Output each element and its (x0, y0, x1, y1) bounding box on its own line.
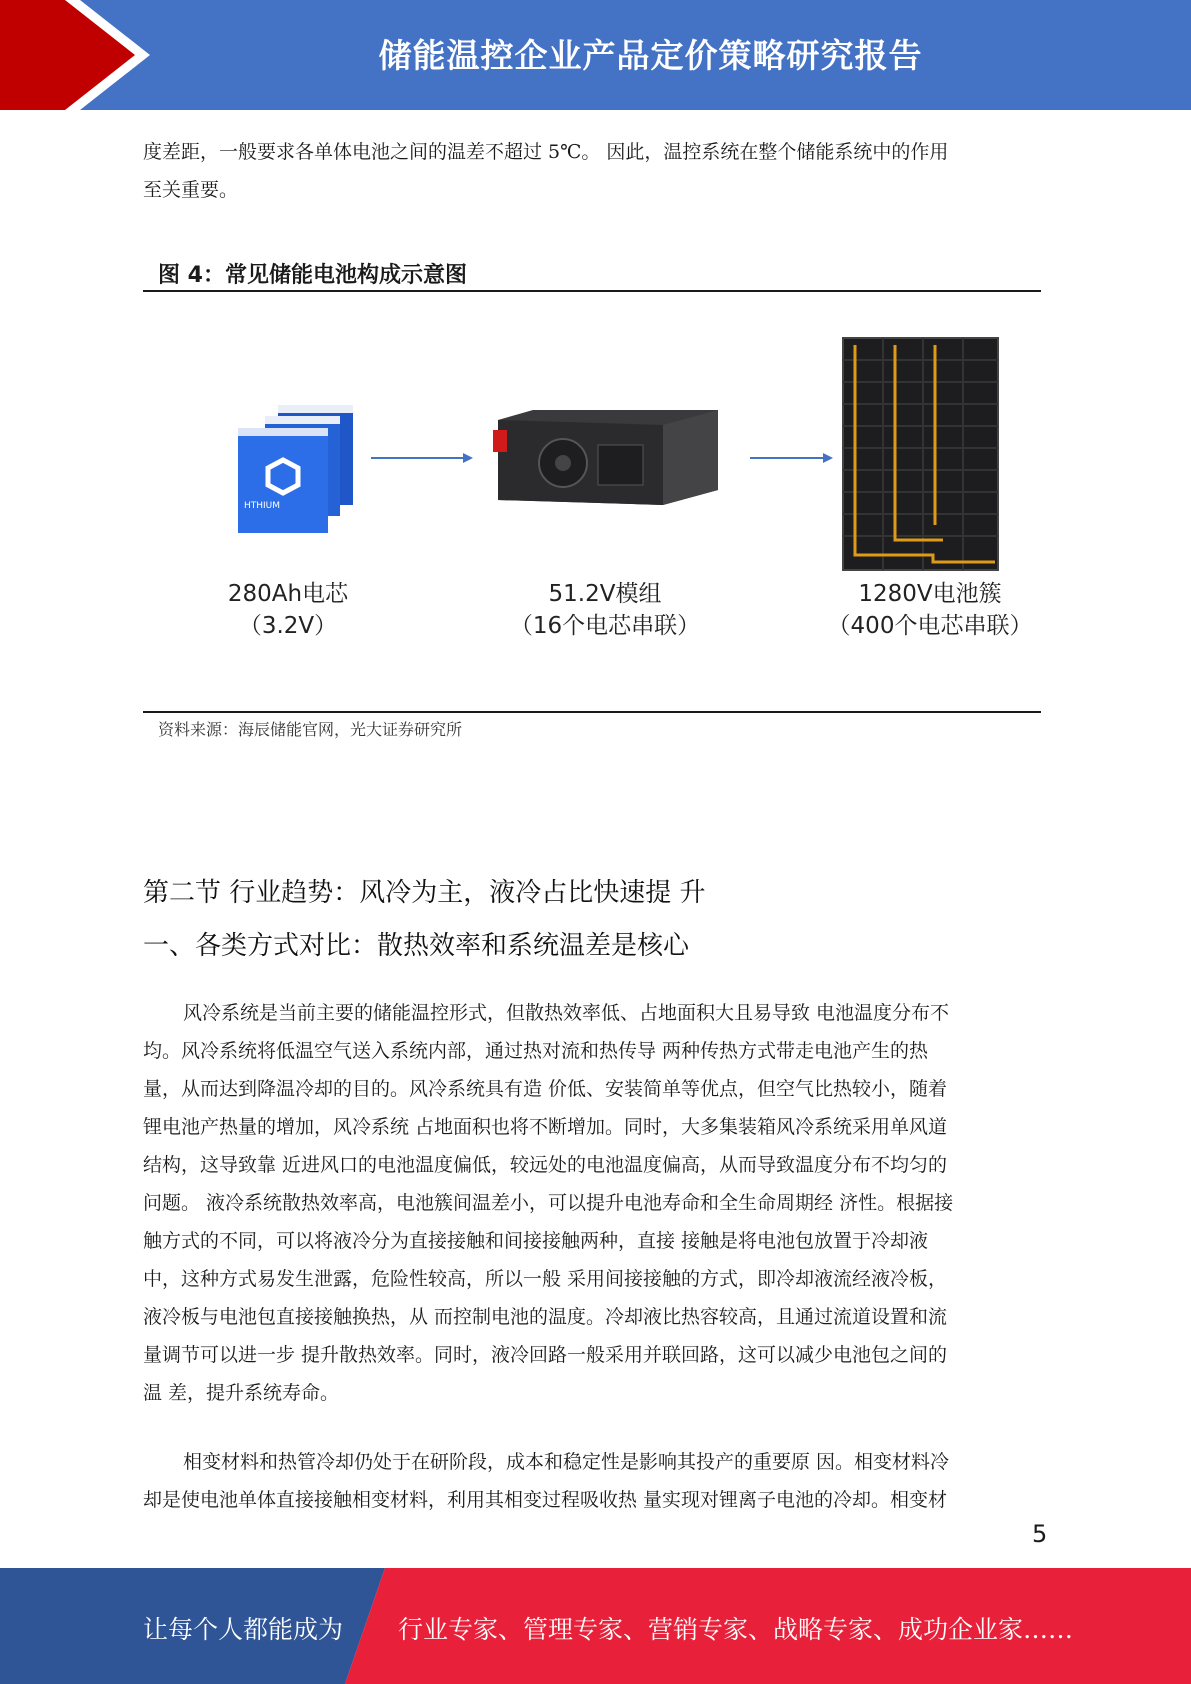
figure-top-rule (143, 290, 1041, 292)
paragraph-air-vs-liquid (143, 994, 1043, 1412)
section-heading: 第二节 行业趋势：风冷为主，液冷占比快速提 升 (143, 878, 706, 908)
caption-sub: （3.2V） (238, 613, 338, 639)
intro-line: 至关重要。 (143, 179, 239, 201)
caption-name: 51.2V模组 (548, 581, 662, 607)
paragraph-line: 量，从而达到降温冷却的目的。风冷系统具有造 价低、安装简单等优点，但空气比热较小，随着 (143, 1078, 948, 1100)
page-header (0, 0, 1191, 110)
caption-module (485, 578, 725, 642)
paragraph-line: 结构，这导致靠 近进风口的电池温度偏低，较远处的电池温度偏高，从而导致温度分布不均匀的 (143, 1154, 948, 1176)
paragraph-line: 相变材料和热管冷却仍处于在研阶段，成本和稳定性是影响其投产的重要原 因。相变材料冷 (183, 1451, 950, 1473)
caption-sub: （16个电芯串联） (509, 613, 701, 639)
paragraph-phase-change (143, 1443, 1043, 1519)
arrow-right-icon (750, 453, 833, 463)
paragraph-line: 触方式的不同，可以将液冷分为直接接触和间接接触两种，直接 接触是将电池包放置于冷却液 (143, 1230, 929, 1252)
paragraph-line: 量调节可以进一步 提升散热效率。同时，液冷回路一般采用并联回路，这可以减少电池包之间的 (143, 1344, 948, 1366)
footer-slogan-right: 行业专家、管理专家、营销专家、战略专家、成功企业家…… (398, 1615, 1074, 1644)
caption-cell (188, 578, 388, 642)
page-number: 5 (1032, 1520, 1048, 1548)
caption-sub: （400个电芯串联） (827, 613, 1033, 639)
figure-source: 资料来源：海辰储能官网，光大证券研究所 (158, 720, 463, 739)
cell-brand-label: HTHIUM (244, 501, 281, 511)
paragraph-line: 问题。 液冷系统散热效率高，电池簇间温差小，可以提升电池寿命和全生命周期经 济性。根据接 (143, 1192, 954, 1214)
battery-cell-stack-icon (238, 405, 353, 533)
intro-line: 度差距，一般要求各单体电池之间的温差不超过 5℃。 因此，温控系统在整个储能系统中的作用 (143, 141, 949, 163)
figure-bottom-rule (143, 711, 1041, 713)
paragraph-line: 均。风冷系统将低温空气送入系统内部，通过热对流和热传导 两种传热方式带走电池产生的热 (143, 1040, 929, 1062)
paragraph-line: 风冷系统是当前主要的储能温控形式，但散热效率低、占地面积大且易导致 电池温度分布不 (183, 1002, 950, 1024)
figure-title: 图 4：常见储能电池构成示意图 (158, 263, 467, 288)
arrow-right-icon (371, 453, 473, 463)
caption-cluster (810, 578, 1050, 642)
report-title: 储能温控企业产品定价策略研究报告 (378, 36, 923, 75)
intro-paragraph (143, 133, 1043, 209)
footer-slogan-left: 让每个人都能成为 (143, 1615, 344, 1644)
paragraph-line: 温 差，提升系统寿命。 (143, 1382, 340, 1404)
paragraph-line: 中，这种方式易发生泄露，危险性较高，所以一般 采用间接接触的方式，即冷却液流经液冷板， (143, 1268, 948, 1290)
paragraph-line: 却是使电池单体直接接触相变材料，利用其相变过程吸收热 量实现对锂离子电池的冷却。相变材 (143, 1489, 948, 1511)
caption-name: 280Ah电芯 (227, 581, 349, 607)
paragraph-line: 液冷板与电池包直接接触换热，从 而控制电池的温度。冷却液比热容较高，且通过流道设置和流 (143, 1306, 948, 1328)
paragraph-line: 锂电池产热量的增加，风冷系统 占地面积也将不断增加。同时，大多集装箱风冷系统采用单风道 (143, 1116, 948, 1138)
subsection-heading: 一、各类方式对比：散热效率和系统温差是核心 (143, 931, 690, 961)
battery-module-icon (493, 410, 718, 505)
battery-cluster-rack-icon (843, 338, 998, 570)
caption-name: 1280V电池簇 (858, 581, 1002, 607)
